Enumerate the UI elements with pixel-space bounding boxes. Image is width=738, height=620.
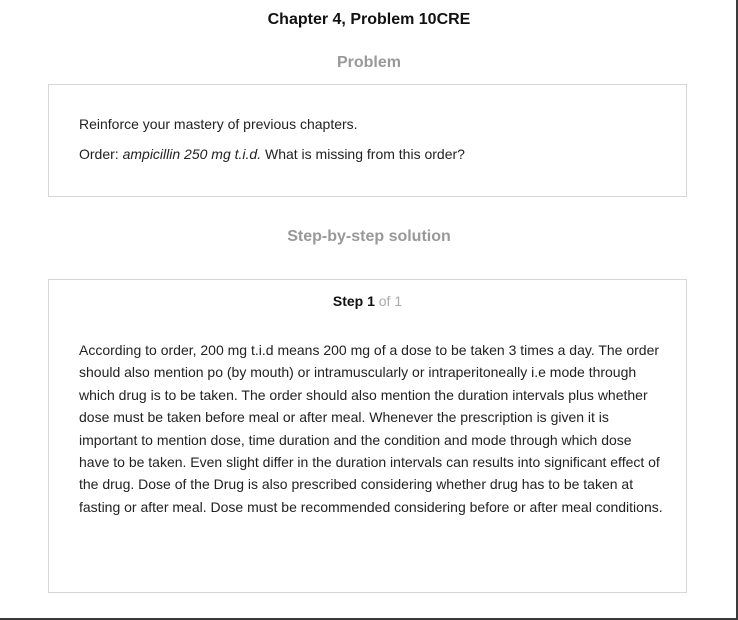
step-indicator — [49, 293, 686, 309]
order-question: What is missing from this order? — [261, 146, 465, 162]
step-label: Step 1 — [332, 293, 375, 309]
page-title: Chapter 4, Problem 10CRE — [267, 11, 471, 28]
problem-intro-text: Reinforce your mastery of previous chapters. — [79, 116, 358, 132]
solution-body-text: According to order, 200 mg t.i.d means 200 mg of a dose to be taken 3 times a day. The order should also mention po (by mouth) or intramuscularly or intraperitoneally i.e mode through which drug is to be taken. The order should also mention the duration intervals plus whether dose must be taken before meal or after meal. Whenever the prescription is given it is important to mention dose, time duration and the condition and mode through which dose have to be taken. Even slight differ in the duration intervals can results into significant effect of the drug. Dose of the Drug is also prescribed considering whether drug has to be taken at fasting or after meal. Dose must be recommended considering before or after meal conditions. — [79, 342, 663, 515]
step-count: of 1 — [374, 293, 403, 309]
solution-heading: Step-by-step solution — [287, 228, 451, 245]
order-drug-text: ampicillin 250 mg t.i.d. — [122, 146, 262, 162]
problem-heading: Problem — [336, 54, 401, 71]
order-label: Order: — [79, 146, 123, 162]
problem-order-line — [79, 146, 465, 162]
problem-card — [48, 84, 687, 197]
solution-card — [48, 279, 687, 593]
